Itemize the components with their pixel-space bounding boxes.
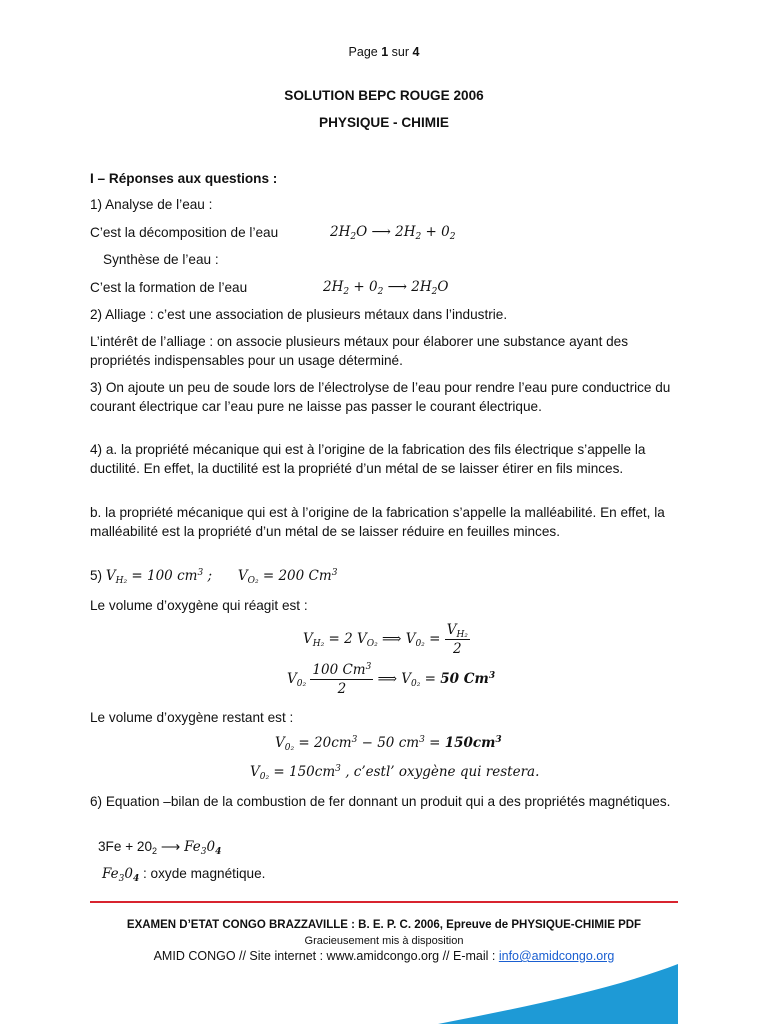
decomposition-equation: $2H_2O$ ⟶ $2H_2 + 0_2$ xyxy=(330,224,456,242)
q1-synthesis-label: Synthèse de l’eau : xyxy=(103,252,219,267)
q1-label: 1) Analyse de l’eau : xyxy=(90,197,213,212)
q3-answer: 3) On ajoute un peu de soude lors de l’électrolyse de l’eau pour rendre l’eau pure conductrice du courant électrique car l’eau pure ne laisse pas passer le courant électrique. xyxy=(90,380,671,414)
section-heading: I – Réponses aux questions : xyxy=(90,171,278,186)
q5-react-text: Le volume d’oxygène qui réagit est : xyxy=(90,598,308,613)
q4b-answer: b. la propriété mécanique qui est à l’origine de la fabrication s’appelle la malléabilité. En effet, la malléabilité est la propriété d’un métal de se laisser réduire en feuilles minces. xyxy=(90,505,665,539)
ratio-equation: $V_{H_2} = 2$ $V_{O_2}$ ⟹ $V_{0_2}$ = $\frac{V_{H_2}}{2}$ xyxy=(303,622,468,657)
q6-equation: $3Fe + 20_2$ ⟶ $Fe_30_4$ xyxy=(98,839,222,857)
q2-alloy-interest: L’intérêt de l’alliage : on associe plusieurs métaux pour élaborer une substance ayant des propriétés indispensables pour un usage déterminé. xyxy=(90,334,629,368)
page-number: Page 1 sur 4 xyxy=(348,45,420,59)
q5-given-values: 5) $V_{H_2} = 100$ $cm^3$ ; $V_{O_2} = 200$ Cm$^3$ xyxy=(90,568,338,586)
doc-title: SOLUTION BEPC ROUGE 2006 xyxy=(284,88,484,103)
q4a-answer: 4) a. la propriété mécanique qui est à l’origine de la fabrication des fils électrique s’appelle la ductilité. En effet, la ductilité est la propriété d’un métal de se laisser étirer en fils minces. xyxy=(90,442,646,476)
q1-formation-text: C’est la formation de l’eau xyxy=(90,280,248,295)
rest-equation: $V_{0_2} = 20cm^3 - 50$ $cm^3 = 150cm^3$ xyxy=(275,735,502,753)
footer-contact: AMID CONGO // Site internet : www.amidcongo.org // E-mail : info@amidcongo.org xyxy=(153,949,615,963)
final-equation: $V_{0_2} = 150cm^3$ , c’estl’ oxygène qui restera. xyxy=(250,764,540,782)
result-equation: $V_{0_2}$ $\frac{100 Cm^3}{2}$ ⟹ $V_{0_2} = 50$ Cm$^3$ xyxy=(287,662,496,697)
formation-equation: $2H_2 + 0_2$ ⟶ $2H_2O$ xyxy=(323,279,449,297)
q2-alloy-definition: 2) Alliage : c’est une association de plusieurs métaux dans l’industrie. xyxy=(90,307,508,322)
doc-subtitle: PHYSIQUE - CHIMIE xyxy=(319,115,449,130)
q6-question: 6) Equation –bilan de la combustion de fer donnant un produit qui a des propriétés magnétiques. xyxy=(90,794,671,809)
email-link[interactable]: info@amidcongo.org xyxy=(498,949,615,963)
q1-decomposition-text: C’est la décomposition de l’eau xyxy=(90,225,279,240)
footer-credit: Gracieusement mis à disposition xyxy=(304,935,464,947)
q5-rest-text: Le volume d’oxygène restant est : xyxy=(90,710,294,725)
q6-oxide: $Fe_30_4$ : oxyde magnétique. xyxy=(102,866,266,884)
footer-exam-title: EXAMEN D’ETAT CONGO BRAZZAVILLE : B. E. P. C. 2006, Epreuve de PHYSIQUE-CHIMIE PDF xyxy=(126,919,642,931)
